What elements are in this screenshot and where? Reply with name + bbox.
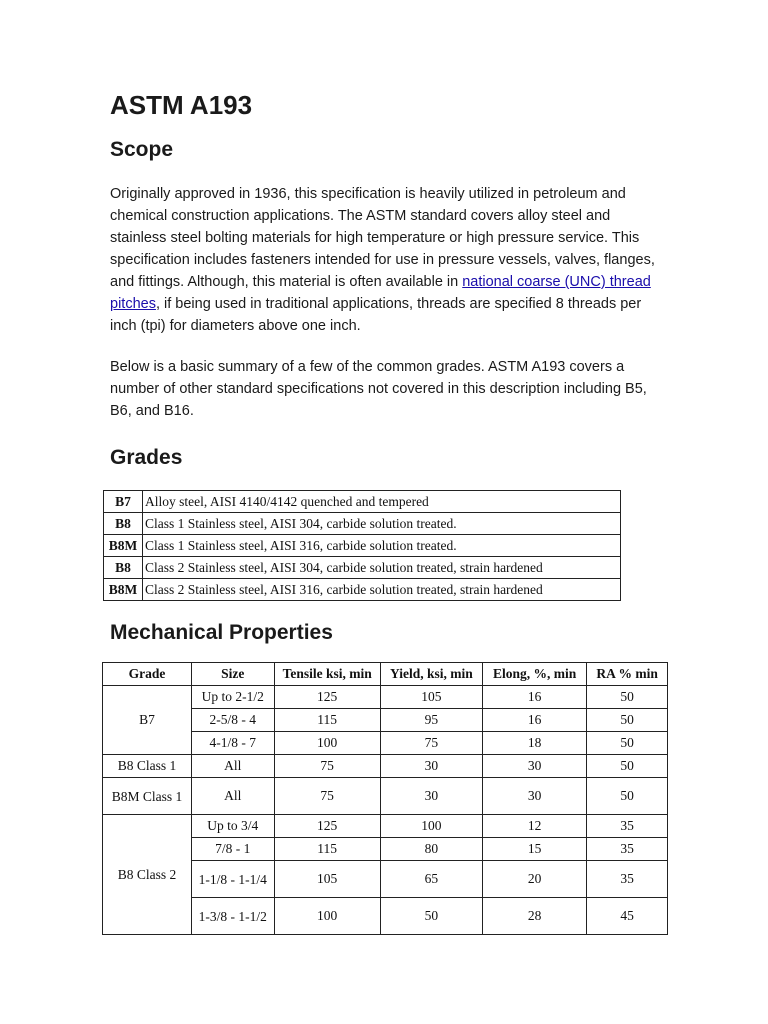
- elong-cell: 20: [483, 861, 587, 898]
- yield-cell: 100: [380, 815, 482, 838]
- ra-cell: 50: [587, 755, 668, 778]
- grade-cell: B8M: [104, 579, 143, 601]
- elong-cell: 16: [483, 686, 587, 709]
- grade-cell: B8: [104, 513, 143, 535]
- tensile-cell: 115: [274, 838, 380, 861]
- size-cell: Up to 3/4: [191, 815, 274, 838]
- yield-cell: 30: [380, 755, 482, 778]
- unc-thread-pitches-link[interactable]: national coarse (UNC) thread pitches: [110, 274, 651, 312]
- tensile-cell: 115: [274, 709, 380, 732]
- table-header-row: [103, 663, 668, 686]
- column-header-grade: Grade: [103, 663, 192, 686]
- ra-cell: 50: [587, 686, 668, 709]
- scope-paragraph-1-text-a: Originally approved in 1936, this specification is heavily utilized in petroleum and chemical construction applications. The ASTM standard covers alloy steel and stainless steel bolting materials for high temperature or high pressure service. This specification includes fasteners intended for use in pressure vessels, valves, flanges, and fittings. Although, this material is often available in: [110, 186, 655, 290]
- ra-cell: 50: [587, 778, 668, 815]
- elong-cell: 12: [483, 815, 587, 838]
- document-page: [110, 88, 670, 935]
- column-header-yield: Yield, ksi, min: [380, 663, 482, 686]
- grade-group-cell: B7: [103, 686, 192, 755]
- yield-cell: 50: [380, 898, 482, 935]
- elong-cell: 30: [483, 755, 587, 778]
- yield-cell: 30: [380, 778, 482, 815]
- elong-cell: 15: [483, 838, 587, 861]
- yield-cell: 80: [380, 838, 482, 861]
- table-row: [103, 686, 668, 709]
- yield-cell: 105: [380, 686, 482, 709]
- size-cell: 7/8 - 1: [191, 838, 274, 861]
- grade-description: Alloy steel, AISI 4140/4142 quenched and tempered: [143, 491, 621, 513]
- ra-cell: 50: [587, 709, 668, 732]
- scope-paragraph-2: Below is a basic summary of a few of the common grades. ASTM A193 covers a number of other standard specifications not covered in this description including B5, B6, and B16.: [110, 359, 647, 419]
- tensile-cell: 125: [274, 686, 380, 709]
- mechanical-properties-table: [102, 662, 668, 935]
- size-cell: 1-1/8 - 1-1/4: [191, 861, 274, 898]
- grade-cell: B7: [104, 491, 143, 513]
- grades-row: [104, 557, 621, 579]
- size-cell: All: [191, 778, 274, 815]
- table-row: [103, 815, 668, 838]
- table-row: [103, 755, 668, 778]
- grade-cell: B8: [104, 557, 143, 579]
- column-header-size: Size: [191, 663, 274, 686]
- scope-paragraph-1: [110, 183, 670, 337]
- column-header-ra: RA % min: [587, 663, 668, 686]
- tensile-cell: 105: [274, 861, 380, 898]
- scope-paragraph-1-text-b: , if being used in traditional applications, threads are specified 8 threads per inch (tpi) for diameters above one inch.: [110, 296, 642, 334]
- grade-group-cell: B8M Class 1: [103, 778, 192, 815]
- tensile-cell: 75: [274, 755, 380, 778]
- grade-cell: B8M: [104, 535, 143, 557]
- grade-description: Class 1 Stainless steel, AISI 316, carbide solution treated.: [143, 535, 621, 557]
- scope-heading: Scope: [110, 138, 174, 161]
- ra-cell: 45: [587, 898, 668, 935]
- size-cell: 2-5/8 - 4: [191, 709, 274, 732]
- grades-row: [104, 535, 621, 557]
- grade-group-cell: B8 Class 2: [103, 815, 192, 935]
- grades-table: [103, 490, 621, 601]
- grade-description: Class 2 Stainless steel, AISI 304, carbide solution treated, strain hardened: [143, 557, 621, 579]
- tensile-cell: 125: [274, 815, 380, 838]
- elong-cell: 30: [483, 778, 587, 815]
- column-header-tensile: Tensile ksi, min: [274, 663, 380, 686]
- ra-cell: 50: [587, 732, 668, 755]
- grades-heading: Grades: [110, 446, 183, 469]
- ra-cell: 35: [587, 861, 668, 898]
- tensile-cell: 100: [274, 732, 380, 755]
- column-header-elong: Elong, %, min: [483, 663, 587, 686]
- yield-cell: 95: [380, 709, 482, 732]
- size-cell: 4-1/8 - 7: [191, 732, 274, 755]
- grades-row: [104, 579, 621, 601]
- yield-cell: 65: [380, 861, 482, 898]
- mechanical-properties-heading: Mechanical Properties: [110, 621, 333, 644]
- grade-description: Class 1 Stainless steel, AISI 304, carbide solution treated.: [143, 513, 621, 535]
- tensile-cell: 75: [274, 778, 380, 815]
- size-cell: Up to 2-1/2: [191, 686, 274, 709]
- grades-row: [104, 513, 621, 535]
- size-cell: 1-3/8 - 1-1/2: [191, 898, 274, 935]
- grade-group-cell: B8 Class 1: [103, 755, 192, 778]
- size-cell: All: [191, 755, 274, 778]
- ra-cell: 35: [587, 815, 668, 838]
- elong-cell: 16: [483, 709, 587, 732]
- elong-cell: 28: [483, 898, 587, 935]
- tensile-cell: 100: [274, 898, 380, 935]
- grade-description: Class 2 Stainless steel, AISI 316, carbide solution treated, strain hardened: [143, 579, 621, 601]
- ra-cell: 35: [587, 838, 668, 861]
- yield-cell: 75: [380, 732, 482, 755]
- table-row: [103, 778, 668, 815]
- elong-cell: 18: [483, 732, 587, 755]
- grades-row: [104, 491, 621, 513]
- page-title: ASTM A193: [110, 90, 253, 120]
